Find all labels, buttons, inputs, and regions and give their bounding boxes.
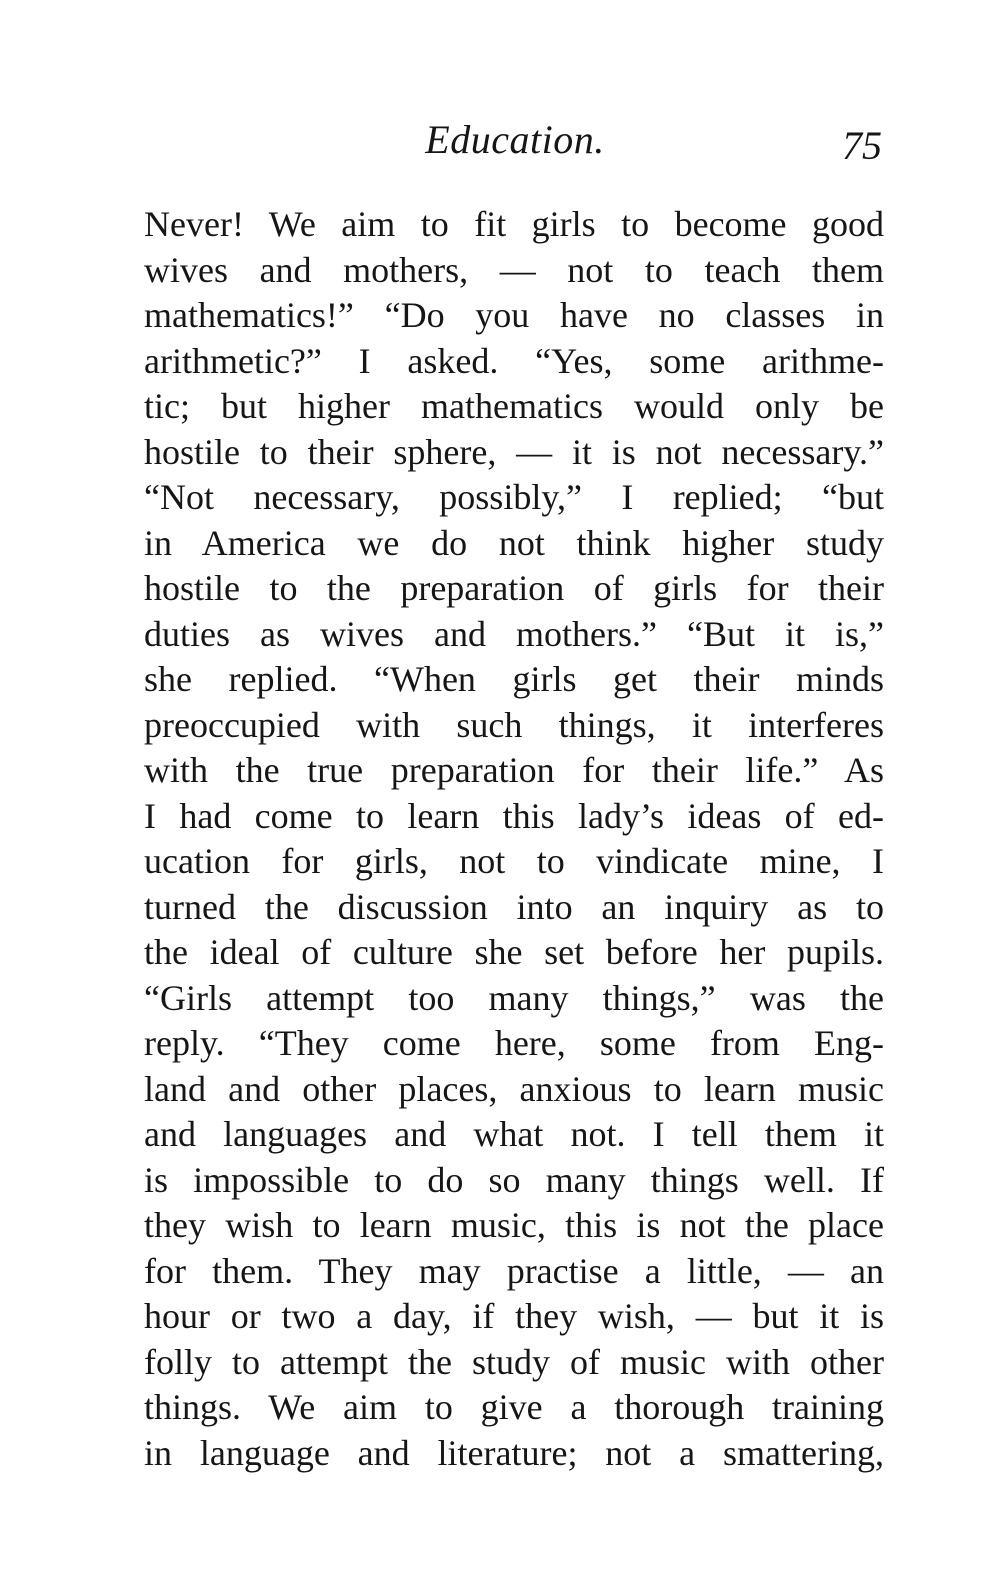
- body-text: [144, 202, 884, 1476]
- text-line: arithmetic?” I asked. “Yes, some arithme-: [144, 340, 884, 381]
- text-line: duties as wives and mothers.” “But it is,”: [144, 613, 884, 654]
- text-line: “Girls attempt too many things,” was the: [144, 977, 884, 1018]
- text-line: turned the discussion into an inquiry as to: [144, 886, 884, 927]
- text-line: mathematics!” “Do you have no classes in: [144, 295, 884, 335]
- text-line: reply. “They come here, some from Eng-: [144, 1023, 884, 1063]
- text-line: they wish to learn music, this is not the place: [144, 1205, 884, 1245]
- text-line: land and other places, anxious to learn music: [144, 1068, 884, 1109]
- text-line: in America we do not think higher study: [144, 522, 884, 563]
- text-line: she replied. “When girls get their minds: [144, 659, 884, 699]
- running-title: Education.: [425, 117, 605, 162]
- text-line: preoccupied with such things, it interferes: [144, 704, 884, 745]
- text-line: and languages and what not. I tell them it: [144, 1114, 884, 1154]
- text-line: hostile to their sphere, — it is not necessary.”: [144, 431, 884, 472]
- page-number: 75: [842, 123, 882, 168]
- text-line: with the true preparation for their life.” As: [144, 750, 884, 790]
- text-line: tic; but higher mathematics would only be: [144, 386, 884, 426]
- text-line: folly to attempt the study of music with other: [144, 1341, 884, 1382]
- text-line: the ideal of culture she set before her pupils.: [144, 932, 884, 972]
- text-line: Never! We aim to fit girls to become good: [144, 204, 884, 244]
- text-line: in language and literature; not a smattering,: [144, 1432, 884, 1473]
- text-line: ucation for girls, not to vindicate mine, I: [144, 841, 884, 881]
- text-line: hostile to the preparation of girls for their: [144, 568, 884, 608]
- text-line: I had come to learn this lady’s ideas of ed-: [144, 795, 884, 836]
- text-line: is impossible to do so many things well. If: [144, 1159, 884, 1200]
- text-line: for them. They may practise a little, — an: [144, 1250, 884, 1291]
- text-line: hour or two a day, if they wish, — but it is: [144, 1296, 884, 1336]
- text-line: “Not necessary, possibly,” I replied; “but: [144, 477, 884, 517]
- text-line: things. We aim to give a thorough training: [144, 1387, 884, 1427]
- text-line: wives and mothers, — not to teach them: [144, 249, 884, 290]
